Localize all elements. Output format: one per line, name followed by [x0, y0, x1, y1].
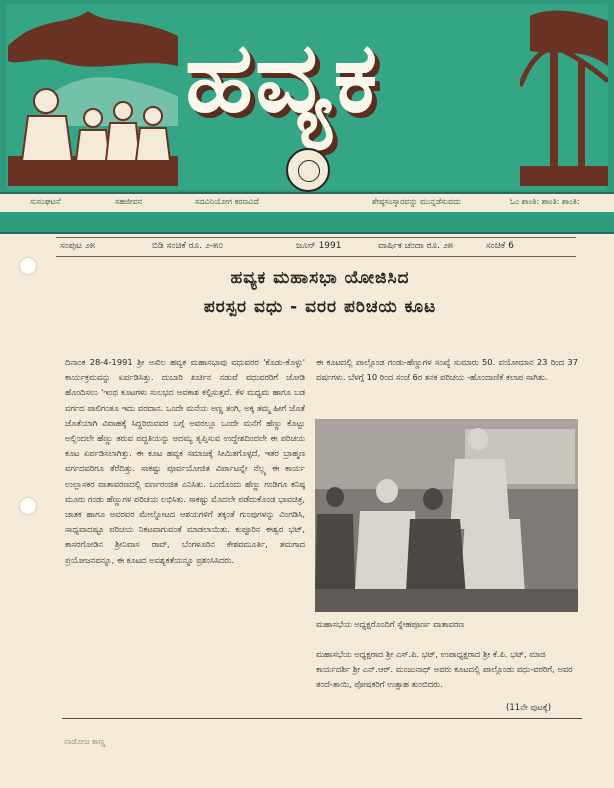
bottom-rule [62, 718, 582, 719]
seal-emblem [286, 148, 330, 192]
green-strip [0, 212, 614, 230]
article-body-right: ಈ ಕೂಟದಲ್ಲಿ ಪಾಲ್ಗೊಂಡ ಗಂಡು-ಹೆಣ್ಣುಗಳ ಸಂಖ್ಯೆ ಸುಮಾರು 50. ವಯೋಮಾನ 23 ರಿಂದ 37 ವರ್ಷಗಳು. ಬೆಳಗ್ಗೆ 10 ರಿಂದ ಸಂಜೆ 6ರ ತನಕ ಪರಿಚಯ -ಹೊಂದಾಣಿಕೆ ಕಲಾಪ ಸಾಗಿತು. [316, 357, 578, 383]
tagline-bar [0, 192, 614, 214]
masthead-title: ಹವ್ಯಕ [185, 21, 380, 135]
punch-hole [20, 498, 36, 514]
annual-subscription: ವಾರ್ಷಿಕ ಚಂದಾ ರೂ. ೨೫ [378, 241, 453, 251]
single-copy-price: ಬಿಡಿ ಸಂಚಿಕೆ ರೂ. ೨-೫೦ [152, 241, 224, 251]
tagline-5: ಓಂ ಶಾಂತಿ: ಶಾಂತಿ: ಶಾಂತಿ: [510, 197, 580, 206]
tagline-1: ಸುಸಂಘಟನೆ [30, 197, 61, 206]
sages-illustration [8, 6, 178, 186]
bottom-faint-text: ನಾಡೋಜ ಕಾಣ್ಣ [64, 737, 106, 746]
palm-trees-illustration [520, 6, 608, 186]
issue-date: ಜೂನ್ 1991 [296, 241, 342, 251]
article-body-left: ದಿನಾಂಕ 28-4-1991 ಶ್ರೀ ಅಖಿಲ ಹವ್ಯಕ ಮಹಾಸಭಾವು ವಧುವರರ 'ಕೊಡು-ಕೊಳ್ಳು' ಕಾರ್ಯಕ್ರಮವನ್ನು ಏರ್ಪಡಿಸಿತ್ತು. ದುಬಾರಿ ಖರ್ಚಿನ ನಡುವೆ ವಧುವರರಿಗೆ ಜೋಡಿ ಹೊಂದಿಸಲು 'ಇಂಥ ಕೂಟಗಳು ಸುಲಭದ ಅವಕಾಶ ಕಲ್ಪಿಸುತ್ತವೆ. ಕೆಳ ಮಧ್ಯಮ ಹಾಗೂ ಬಡ ವರ್ಗದ ಪಾಲಿಗಂತೂ ಇದು ವರದಾನ. ಒಂದೇ ಮನೆಯ ಅಣ್ಣ ತಂಗಿ, ಅಕ್ಕ ತಮ್ಮ ಹೀಗೆ ಜೊತೆ ಜೊತೆಯಾಗಿ ವಿವಾಹಕ್ಕೆ ಸಿದ್ಧರಿರುವವರ ಬಗ್ಗೆ ಅವರಲ್ಲೂ ಒಂದೇ ಮನೆಗೆ ಹೆಣ್ಣು ಕೊಟ್ಟು ಅಲ್ಲಿಂದಲೇ ಹೆಣ್ಣು ತರುವ ಪದ್ಧತಿಯನ್ನು ಅದಮ್ಯ ತೃಪ್ತಿಸುವ ಉದ್ದೇಶದಿಂದಲೇ ಈ ಪರಿಚಯ ಕೂಟ ಏರ್ಪಡಿಸಲಾಗಿತ್ತು. ಈ ಕೂಟ ಹವ್ಯಕ ಸಮಾಜಕ್ಕೆ ಸೀಮಿತಗೊಳ್ಳದೆ, ಇತರ ಬ್ರಾಹ್ಮಣ ವರ್ಗದವರಿಗೂ ತೆರೆದಿತ್ತು. ಸಾಕಷ್ಟು ಪೂರ್ವಯೋಜಿತ ವಿರ್ಪಾಟನ್ನೇ ನೆಲ್ಲ್ಯ ಈ ಕಾರ್ಯ ಉಲ್ಲಾಸಕರ ವಾತಾವರಣದಲ್ಲಿ ವರ್ಣರಂಜಿತ ಎನಿಸಿತು. ಒಂದೊಂದು ಹೆಣ್ಣು ಗಂಡಿಗೂ ಕನಿಷ್ಠ ಮೂರು ಗಂಡು ಹೆಣ್ಣುಗಳ ಪರಿಚಯ ಲಭಿಸಿತು. ಸಾಕಷ್ಟು ಮೊದಲೇ ಪಡೆದುಕೊಂಡ ಭಾವಚಿತ್ರ, ಜಾತಕ ಹಾಗೂ ಅವರವರ ಮೇಲ್ನೋಟದ ಆಶಯಗಳಿಗೆ ತಕ್ಕಂತೆ ಗುಂಪುಗಳನ್ನು ವಿಂಗಡಿಸಿ, ಸಾಧ್ಯವಾದಷ್ಟೂ ಪರಿಚಯ ನಿಕಟವಾಗುವಂತೆ ಮಾಡಲಾಯಿತು. ಕುಪ್ಪೂರಿನ ಈಶ್ವರ ಭಟ್, ಕಾಸರಗೋಡಿನ ಶ್ರೀನಿವಾಸ ರಾವ್, ಬೆಂಗಳೂರಿನ ಕೇಶವಮೂರ್ತಿ, ತಮಗಾದ ಪ್ರಯೋಜನವನ್ನೂ, ಈ ಕೂಟದ ಅವಶ್ಯಕತೆಯನ್ನೂ ಪ್ರಶಂಸಿಸಿದರು. [65, 357, 305, 565]
seal-emblem-inner [298, 160, 320, 182]
tagline-2: ಸಹಜೀವನ [115, 197, 143, 206]
issue-info-bar [56, 237, 576, 257]
event-photo [315, 419, 578, 612]
continued-note: (11ನೇ ಪುಟಕ್ಕೆ) [506, 703, 552, 713]
tagline-3: ಸದವಿನಿಯೋಗ ಕರಣವಿದೆ [195, 197, 259, 206]
attendees-text: ಮಹಾಸಭೆಯ ಅಧ್ಯಕ್ಷರಾದ ಶ್ರೀ ಎಸ್.ಪಿ. ಭಟ್, ಉಪಾಧ್ಯಕ್ಷರಾದ ಶ್ರೀ ಕೆ.ಪಿ. ಭಟ್, ಮಾಜಿ ಕಾರ್ಯದರ್ಶಿ ಶ್ರೀ ಎನ್.ಆರ್. ಮಂಜುನಾಥ್ ಅವರು ಕೂಟದಲ್ಲಿ ಪಾಲ್ಗೊಂಡು ವಧು-ವರರಿಗೆ, ಅವರ ತಂದೆ-ತಾಯಿ, ಪೋಷಕರಿಗೆ ಉತ್ಸಾಹ ತುಂಬಿದರು. [316, 649, 573, 690]
masthead [0, 0, 614, 234]
photo-caption: ಮಹಾಸಭೆಯ ಅಧ್ಯಕ್ಷರೊಂದಿಗೆ ಸ್ನೇಹಪೂರ್ಣ ವಾತಾವರಣ [316, 619, 465, 629]
tagline-4: ಶೇಷ್ಠಸಂಸ್ಕಾರವನ್ನು ಮುನ್ನಡೆಸುವದು [372, 197, 461, 206]
punch-hole [20, 258, 36, 274]
headline-line-1: ಹವ್ಯಕ ಮಹಾಸಭಾ ಯೋಜಿಸಿದ [230, 268, 410, 288]
volume-label: ಸಂಪುಟ ೨೫ [60, 241, 95, 251]
issue-number: ಸಂಚಿಕೆ 6 [486, 241, 514, 251]
headline-line-2: ಪರಸ್ಪರ ವಧು - ವರರ ಪರಿಚಯ ಕೂಟ [203, 297, 437, 317]
